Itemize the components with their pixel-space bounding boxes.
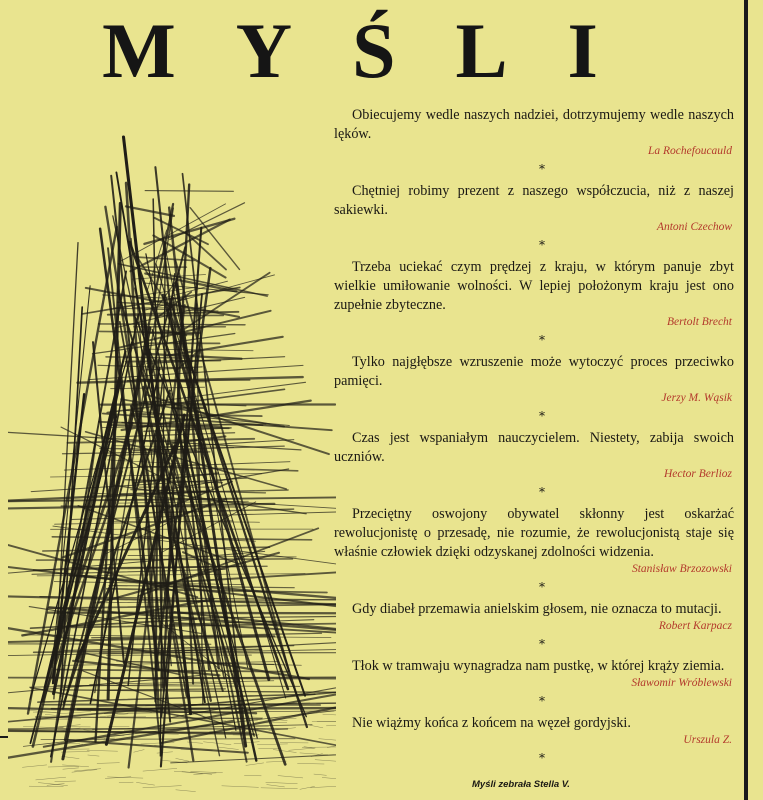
quote-item [334, 600, 734, 633]
quote-text: Czas jest wspaniałym nauczycielem. Niestety, zabija swoich uczniów. [334, 430, 734, 465]
quote-item [334, 106, 734, 158]
quote-author: Urszula Z. [683, 734, 732, 746]
left-margin-mark [0, 736, 8, 738]
quote-author: La Rochefoucauld [648, 145, 732, 157]
page-title: MYŚLI [102, 7, 658, 94]
quote-author: Bertolt Brecht [666, 316, 732, 328]
quote-author: Antoni Czechow [656, 221, 732, 233]
quote-author: Jerzy M. Wąsik [661, 392, 732, 404]
quotes-column [334, 106, 734, 771]
separator-asterisk: * [539, 751, 545, 765]
quote-author: Hector Berlioz [663, 468, 732, 480]
quote-text: Tylko najgłębsze wzruszenie może wytoczyć proces przeciwko pamięci. [334, 354, 734, 389]
credit-line: Myśli zebrała Stella V. [472, 779, 570, 790]
separator-asterisk: * [539, 409, 545, 423]
quote-text: Obiecujemy wedle naszych nadziei, dotrzymujemy wedle naszych lęków. [334, 107, 734, 142]
separator-asterisk: * [539, 238, 545, 252]
separator-asterisk: * [539, 580, 545, 594]
quote-text: Nie wiążmy końca z końcem na węzeł gordyjski. [352, 715, 631, 731]
separator-asterisk: * [539, 694, 545, 708]
quote-text: Przeciętny oswojony obywatel skłonny jest oskarżać rewolucjonistę o przesadę, nie rozumie, że rewolucjonistą staje się właśnie człowiek dzięki odzyskanej zdolności widzenia. [334, 506, 734, 560]
quote-item [334, 182, 734, 234]
quote-text: Chętniej robimy prezent z naszego współczucia, niż z naszej sakiewki. [334, 183, 734, 218]
separator-asterisk: * [539, 485, 545, 499]
quote-text: Gdy diabeł przemawia anielskim głosem, nie oznacza to mutacji. [352, 601, 722, 617]
quote-author: Sławomir Wróblewski [631, 677, 732, 689]
right-border-rule [744, 0, 748, 800]
quote-item [334, 505, 734, 576]
quote-text: Trzeba uciekać czym prędzej z kraju, w którym panuje zbyt wielkie umiłowanie wolności. W lepiej położonym kraju jest ono zupełnie zbyteczne. [334, 259, 734, 313]
separator-asterisk: * [539, 162, 545, 176]
quote-item [334, 353, 734, 405]
separator-asterisk: * [539, 333, 545, 347]
quote-author: Stanisław Brzozowski [631, 563, 732, 575]
quote-item [334, 258, 734, 329]
quote-item [334, 657, 734, 690]
quote-author: Robert Karpacz [658, 620, 732, 632]
quote-item [334, 714, 734, 747]
tower-of-sticks-drawing [8, 100, 336, 800]
separator-asterisk: * [539, 637, 545, 651]
quote-text: Tłok w tramwaju wynagradza nam pustkę, w której krąży ziemia. [352, 658, 725, 674]
quote-item [334, 429, 734, 481]
